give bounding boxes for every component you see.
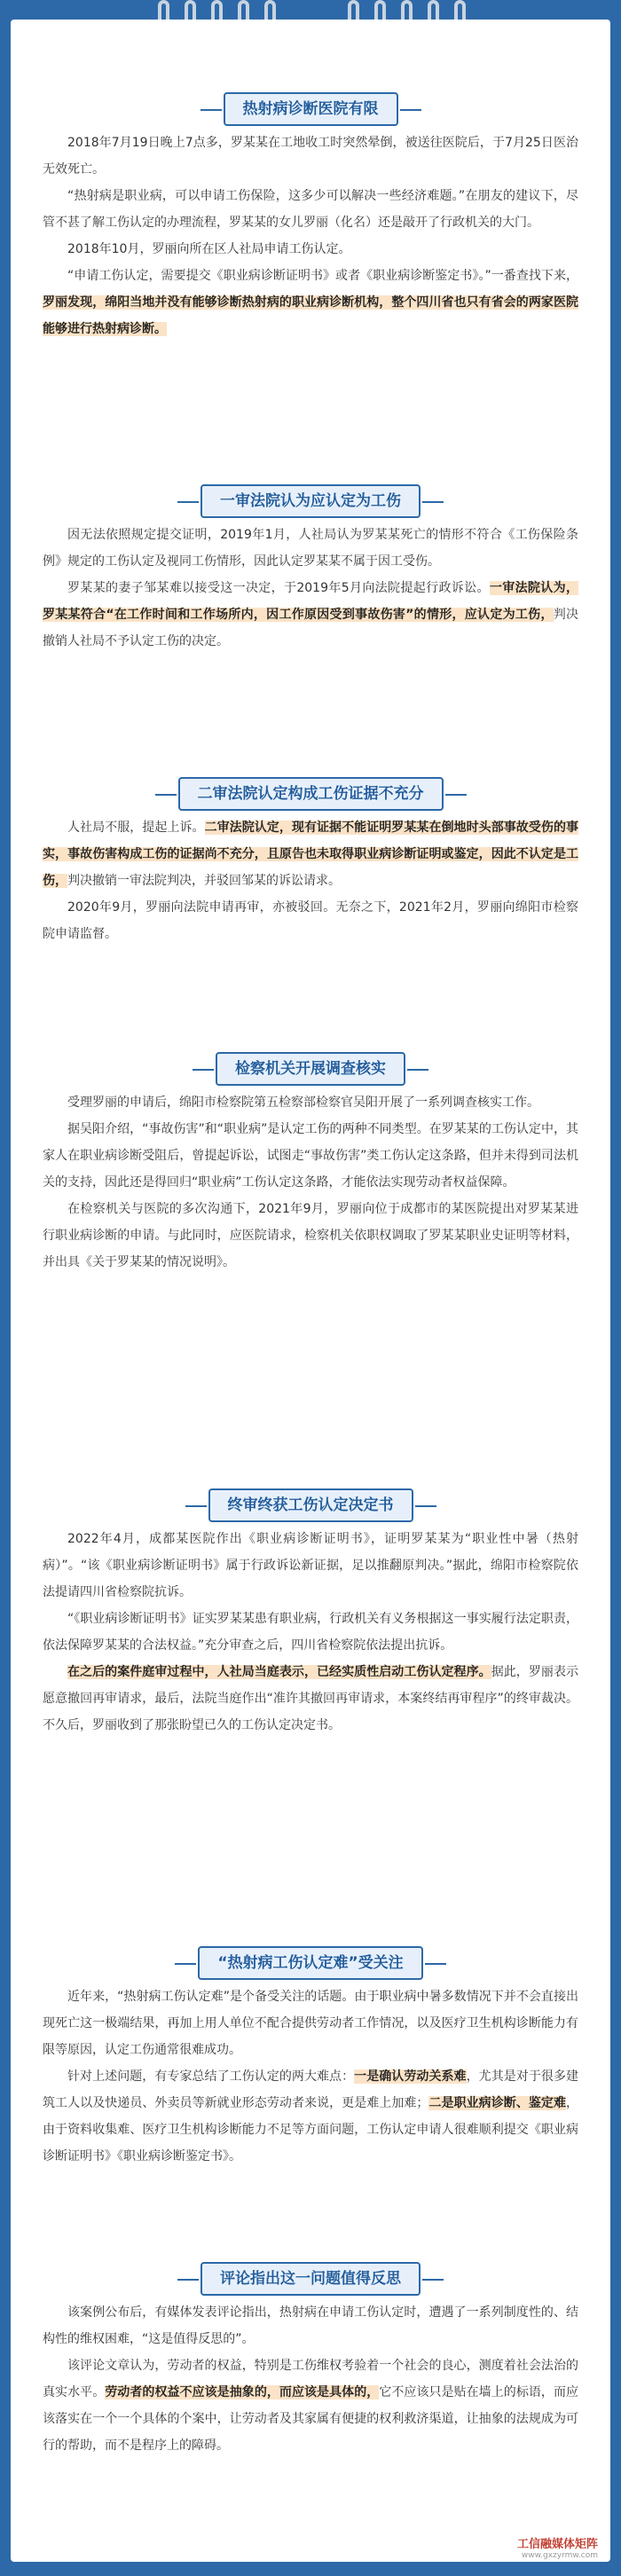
section-first-instance — [11, 481, 610, 655]
paragraph-text: 据此，罗丽表示愿意撤回再审请求，最后，法院当庭作出“准许其撤回再审请求，本案终结再审程序”的终审裁决。不久后，罗丽收到了那张盼望已久的工伤认定决定书。 — [43, 1665, 579, 1732]
highlighted-text: 一是确认劳动关系难 — [354, 2069, 467, 2084]
paragraph — [43, 130, 578, 183]
section-commentary — [11, 2258, 610, 2459]
paragraph-text: “《职业病诊断证明书》证实罗某某患有职业病，行政机关有义务根据这一事实履行法定职责，依法保障罗某某的合法权益。”充分审查之后，四川省检察院依法提出抗诉。 — [43, 1612, 578, 1653]
section-body — [11, 130, 610, 342]
paragraph-text: 人社局不服，提起上诉。 — [67, 821, 205, 835]
section-procuratorate-investigation — [11, 1048, 610, 1276]
section-body — [11, 1526, 610, 1739]
section-heading: 热射病诊断医院有限 — [224, 92, 398, 126]
paragraph — [43, 2299, 578, 2352]
paragraph-text: 它不应该只是贴在墙上的标语，而应该落实在一个一个具体的个案中，让劳动者及其家属有便捷的权利救济渠道，让抽象的法规成为可行的帮助，而不是程序上的障碍。 — [43, 2385, 579, 2453]
paragraph — [43, 575, 578, 655]
section-body — [11, 814, 610, 947]
paragraph-text: 2018年7月19日晚上7点多，罗某某在工地收工时突然晕倒，被送往医院后，于7月25日医治无效死亡。 — [43, 136, 578, 177]
highlighted-text: 在之后的案件庭审过程中，人社局当庭表示，已经实质性启动工伤认定程序。 — [67, 1665, 491, 1679]
paragraph — [43, 1983, 578, 2063]
paragraph — [43, 1606, 578, 1659]
paragraph — [43, 1196, 578, 1276]
paragraph-text: 判决撤销一审法院判决，并驳回邹某的诉讼请求。 — [67, 874, 341, 888]
paragraph — [43, 894, 578, 947]
paragraph — [43, 1116, 578, 1196]
section-body — [11, 1089, 610, 1276]
paragraph-text: 判决撤销人社局不予认定工伤的决定。 — [43, 608, 578, 648]
section-heading: “热射病工伤认定难”受关注 — [198, 1946, 422, 1980]
section-body — [11, 522, 610, 655]
paragraph — [43, 1089, 578, 1116]
publisher-logo: 工信融媒体矩阵 — [516, 2538, 598, 2551]
paragraph — [43, 1526, 578, 1606]
publisher-url: www.gxzyrmw.com — [521, 2551, 598, 2560]
paragraph-text: 受理罗丽的申请后，绵阳市检察院第五检察部检察官吴阳开展了一系列调查核实工作。 — [67, 1096, 539, 1110]
paragraph — [43, 814, 578, 894]
paragraph-text: 据吴阳介绍，“事故伤害”和“职业病”是认定工伤的两种不同类型。在罗某某的工伤认定中，其家人在职业病诊断受阻后，曾提起诉讼，试图走“事故伤害”类工伤认定这条路，但并未得到司法机关的支持，因此还是得回归“职业病”工伤认定这条路，才能依法实现劳动者权益保障。 — [43, 1122, 578, 1190]
paragraph-text: 该案例公布后，有媒体发表评论指出，热射病在申请工伤认定时，遭遇了一系列制度性的、结构性的维权困难，“这是值得反思的”。 — [43, 2305, 578, 2346]
paragraph-text: 2020年9月，罗丽向法院申请再审，亦被驳回。无奈之下，2021年2月，罗丽向绵阳市检察院申请监督。 — [43, 900, 578, 941]
section-heading: 检察机关开展调查核实 — [216, 1052, 405, 1086]
paragraph — [43, 2063, 578, 2170]
paragraph-text: ，尤其是对于很多建筑工人以及快递员、外卖员等新就业形态劳动者来说，更是难上加难； — [43, 2069, 579, 2110]
paragraph-text: 针对上述问题，有专家总结了工伤认定的两大难点： — [67, 2069, 355, 2084]
paragraph-text: 在检察机关与医院的多次沟通下，2021年9月，罗丽向位于成都市的某医院提出对罗某某进行职业病诊断的申请。与此同时，应医院请求，检察机关依职权调取了罗某某职业史证明等材料，并出具《关于罗某某的情况说明》。 — [43, 1202, 578, 1269]
paragraph-text: 该评论文章认为，劳动者的权益，特别是工伤维权考验着一个社会的良心，测度着社会法治的真实水平。 — [43, 2359, 578, 2399]
section-heading: 终审终获工伤认定决定书 — [208, 1488, 413, 1522]
section-heading: 评论指出这一问题值得反思 — [200, 2262, 421, 2296]
paragraph-text: 近年来，“热射病工伤认定难”是个备受关注的话题。由于职业病中暑多数情况下并不会直接出现死亡这一极端结果，再加上用人单位不配合提供劳动者工作情况，以及医疗卫生机构诊断能力有限等原因，认定工伤通常很难成功。 — [43, 1990, 578, 2057]
section-body — [11, 1983, 610, 2170]
paragraph-text: 2022年4月，成都某医院作出《职业病诊断证明书》，证明罗某某为“职业性中暑（热射病）”。“该《职业病诊断证明书》属于行政诉讼新证据，足以推翻原判决。”据此，绵阳市检察院依法提请四川省检察院抗诉。 — [43, 1532, 578, 1599]
paragraph — [43, 2352, 578, 2459]
section-heading: 二审法院认定构成工伤证据不充分 — [178, 777, 444, 811]
highlighted-text: 劳动者的权益不应该是抽象的，而应该是具体的， — [105, 2385, 380, 2399]
paragraph-text: “热射病是职业病，可以申请工伤保险，这多少可以解决一些经济难题。”在朋友的建议下，尽管不甚了解工伤认定的办理流程，罗某某的女儿罗丽（化名）还是敲开了行政机关的大门。 — [43, 189, 578, 230]
highlighted-text: 二审法院认定，现有证据不能证明罗某某在倒地时头部事故受伤的事实，事故伤害构成工伤的证据尚不充分，且原告也未取得职业病诊断证明或鉴定，因此不认定是工伤， — [43, 821, 579, 888]
paragraph — [43, 1659, 578, 1739]
paragraph — [43, 263, 578, 342]
highlighted-text: 二是职业病诊断、鉴定难 — [428, 2096, 567, 2110]
paragraph — [43, 236, 578, 263]
paragraph-text: 罗某某的妻子邹某难以接受这一决定，于2019年5月向法院提起行政诉讼。 — [67, 581, 490, 595]
highlighted-text: 罗丽发现，绵阳当地并没有能够诊断热射病的职业病诊断机构，整个四川省也只有省会的两家医院能够进行热射病诊断。 — [43, 295, 578, 336]
section-second-instance — [11, 774, 610, 947]
section-diagnosis-hospitals — [11, 89, 610, 342]
paragraph — [43, 183, 578, 236]
paragraph-text: 因无法依照规定提交证明，2019年1月，人社局认为罗某某死亡的情形不符合《工伤保险条例》规定的工伤认定及视同工伤情形，因此认定罗某某不属于因工受伤。 — [43, 528, 578, 569]
paragraph-text: 2018年10月，罗丽向所在区人社局申请工伤认定。 — [67, 242, 351, 256]
section-public-attention — [11, 1943, 610, 2170]
section-heading: 一审法院认为应认定为工伤 — [200, 484, 421, 518]
publisher-watermark — [517, 2534, 598, 2560]
paragraph-text: ，由于资料收集难、医疗卫生机构诊断能力不足等方面问题，工伤认定申请人很难顺利提交《职业病诊断证明书》《职业病诊断鉴定书》。 — [43, 2096, 579, 2164]
highlighted-text: 一审法院认为，罗某某符合“在工作时间和工作场所内，因工作原因受到事故伤害”的情形，应认定为工伤， — [43, 581, 578, 622]
section-final-decision — [11, 1485, 610, 1739]
section-body — [11, 2299, 610, 2459]
paragraph — [43, 522, 578, 575]
article-page — [11, 20, 610, 2562]
paragraph-text: “申请工伤认定，需要提交《职业病诊断证明书》或者《职业病诊断鉴定书》。”一番查找下来， — [67, 269, 578, 283]
